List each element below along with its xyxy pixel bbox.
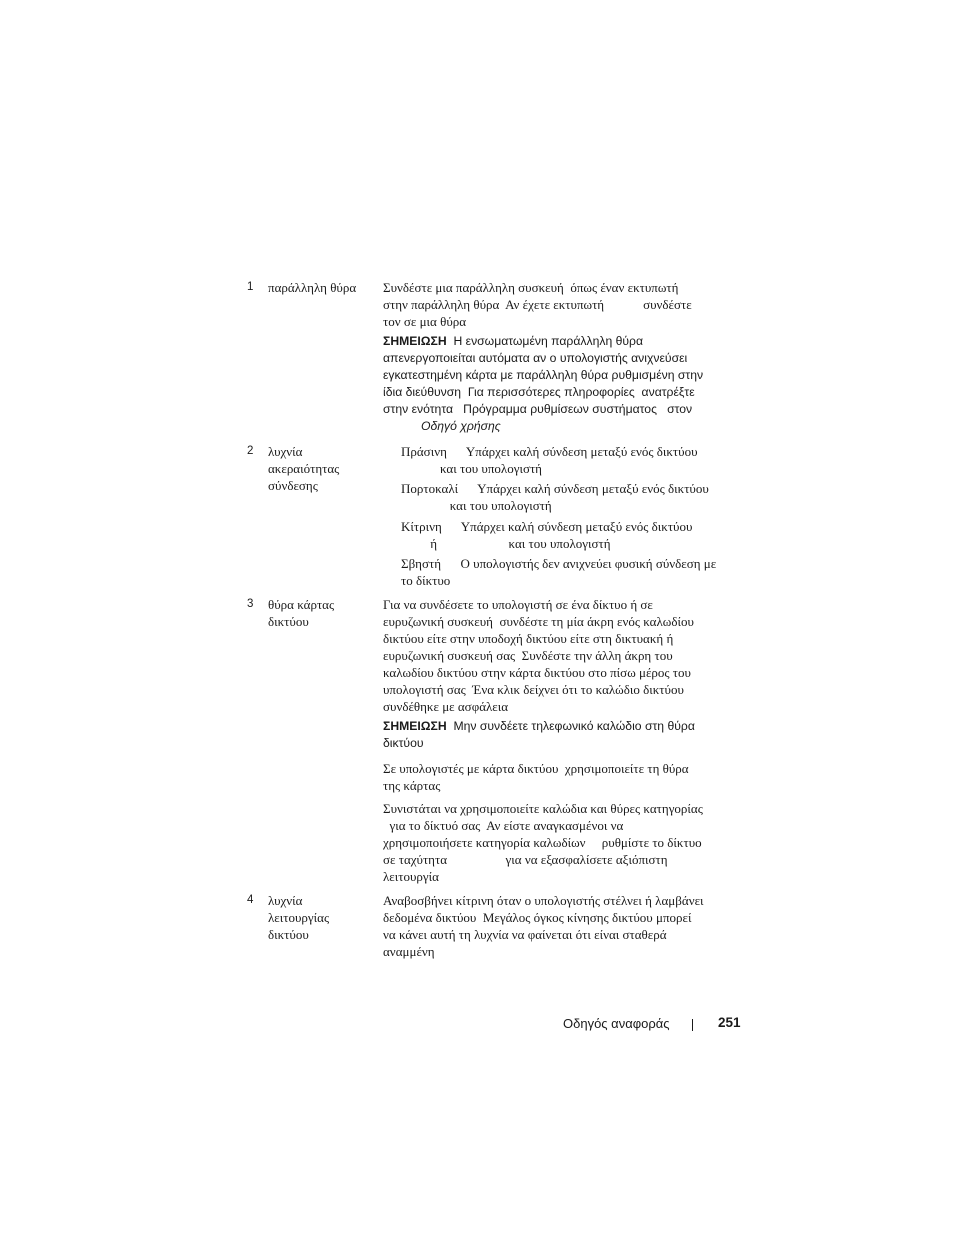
text-line: αναμμένη [383,944,435,959]
label-line: λυχνία [268,444,303,459]
row-desc-1 [383,279,733,330]
row-desc-4 [383,892,733,960]
note-heading: ΣΗΜΕΙΩΣΗ [383,334,447,348]
text-line: εγκατεστημένη κάρτα με παράλληλη θύρα ρυθμισμένη στην [383,368,704,382]
text-line: Η ενσωματωμένη παράλληλη θύρα [446,334,644,348]
label-line: θύρα κάρτας [268,597,335,612]
text-line: Κίτρινη Υπάρχει καλή σύνδεση μεταξύ ενός δικτύου [401,519,693,534]
text-line: Πορτοκαλί Υπάρχει καλή σύνδεση μεταξύ ενός δικτύου [401,481,709,496]
status-item-yellow [401,518,736,552]
paragraph-adapter-card [383,760,733,794]
status-item-green [401,443,736,477]
text-line: να κάνει αυτή τη λυχνία να φαίνεται ότι είναι σταθερά [383,927,667,942]
row-label-network-activity-light [268,892,373,943]
footer-title: Οδηγός αναφοράς [563,1016,670,1031]
text-line: το δίκτυο [401,573,451,588]
text-line: υπολογιστή σας Ένα κλικ δείχνει ότι το καλώδιο δικτύου [383,682,684,697]
row-number-2: 2 [247,445,254,457]
row-label-network-adapter-connector [268,596,373,630]
text-line: Σβηστή Ο υπολογιστής δεν ανιχνεύει φυσική σύνδεση με [401,556,717,571]
row-label-link-integrity-light [268,443,373,494]
text-line: χρησιμοποιήσετε κατηγορία καλωδίων ρυθμίστε το δίκτυο [383,835,702,850]
text-line: της κάρτας [383,778,441,793]
row-number-4: 4 [247,894,254,906]
row-desc-3 [383,596,733,715]
text-line: Σε υπολογιστές με κάρτα δικτύου χρησιμοποιείτε τη θύρα [383,761,689,776]
text-line: ευρυζωνική συσκευή συνδέστε τη μία άκρη ενός καλωδίου [383,614,694,629]
row-number-1: 1 [247,281,254,293]
text-line: Συνδέστε μια παράλληλη συσκευή όπως έναν εκτυπωτή [383,280,679,295]
row-label-parallel-port: παράλληλη θύρα [268,280,357,295]
text-line: ή και του υπολογιστή [401,536,611,551]
text-line: τον σε μια θύρα [383,314,467,329]
footer-divider [692,1019,693,1031]
text-line: Μην συνδέετε τηλεφωνικό καλώδιο στη θύρα [446,719,695,733]
text-line: δικτύου [383,736,424,750]
text-line: ίδια διεύθυνση Για περισσότερες πληροφορίες ανατρέξτε [383,385,695,399]
status-item-orange [401,480,736,514]
text-line: σε ταχύτητα για να εξασφαλίσετε αξιόπιστη [383,852,668,867]
text-line: δεδομένα δικτύου Μεγάλος όγκος κίνησης δικτύου μπορεί [383,910,692,925]
text-line: απενεργοποιείται αυτόματα αν ο υπολογιστής ανιχνεύσει [383,351,688,365]
text-line: Πράσινη Υπάρχει καλή σύνδεση μεταξύ ενός δικτύου [401,444,698,459]
text-line: στην ενότητα Πρόγραμμα ρυθμίσεων συστήματος στον [383,402,693,416]
text-line: Αναβοσβήνει κίτρινη όταν ο υπολογιστής στέλνει ή λαμβάνει [383,893,704,908]
status-item-off [401,555,736,589]
text-line: Συνιστάται να χρησιμοποιείτε καλώδια και θύρες κατηγορίας [383,801,703,816]
page-number: 251 [718,1015,741,1030]
note-block-3 [383,718,733,752]
label-line: δικτύου [268,927,309,942]
text-line: λειτουργία [383,869,439,884]
text-line: για το δίκτυό σας Αν είστε αναγκασμένοι να [383,818,624,833]
text-line: Για να συνδέσετε το υπολογιστή σε ένα δίκτυο ή σε [383,597,653,612]
text-line: καλωδίου δικτύου στην κάρτα δικτύου στο πίσω μέρος του [383,665,691,680]
text-line: δικτύου είτε στην υποδοχή δικτύου είτε στη δικτυακή ή [383,631,674,646]
note-block-1 [383,333,733,435]
label-line: λειτουργίας [268,910,330,925]
text-line-italic: Οδηγό χρήσης [421,419,501,433]
label-line: ακεραιότητας [268,461,340,476]
row-number-3: 3 [247,598,254,610]
text-line: ευρυζωνική συσκευή σας Συνδέστε την άλλη άκρη του [383,648,673,663]
text-line: συνδέθηκε με ασφάλεια [383,699,509,714]
label-line: δικτύου [268,614,309,629]
note-heading: ΣΗΜΕΙΩΣΗ [383,719,447,733]
text-line: στην παράλληλη θύρα Αν έχετε εκτυπωτή συνδέστε [383,297,692,312]
paragraph-cable-category [383,800,733,885]
text-line: και του υπολογιστή [401,498,552,513]
text-line: και του υπολογιστή [401,461,542,476]
label-line: σύνδεσης [268,478,318,493]
label-line: λυχνία [268,893,303,908]
